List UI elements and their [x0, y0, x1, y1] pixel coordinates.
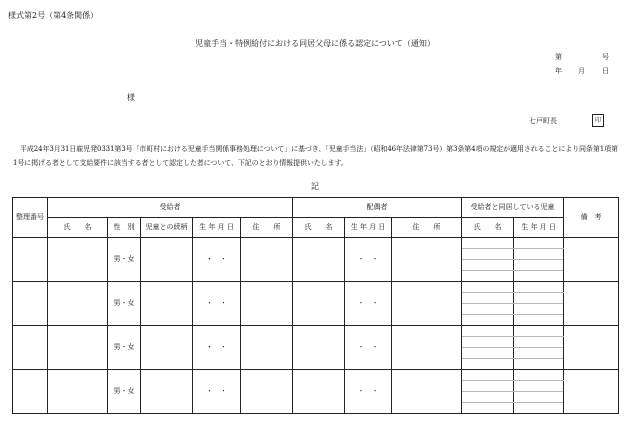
document-title: 児童手当・特例給付における同居父母に係る認定について（通知）	[195, 39, 435, 48]
cell-recipient-name[interactable]	[48, 370, 108, 414]
cell-child-name[interactable]	[462, 271, 514, 282]
header-recipient-relation: 児童との続柄	[141, 218, 193, 238]
cell-remarks[interactable]	[564, 282, 619, 326]
cell-serial-number[interactable]	[13, 282, 48, 326]
cell-child-name[interactable]	[462, 326, 514, 337]
header-child-name: 氏 名	[462, 218, 514, 238]
cell-child-dob[interactable]	[514, 282, 564, 293]
cell-child-name[interactable]	[462, 403, 514, 414]
header-spouse-dob: 生 年 月 日	[345, 218, 392, 238]
form-number-label: 様式第2号（第4条関係）	[8, 11, 99, 20]
header-recipient-name: 氏 名	[48, 218, 108, 238]
cell-child-name[interactable]	[462, 392, 514, 403]
cell-child-name[interactable]	[462, 359, 514, 370]
cell-recipient-name[interactable]	[48, 282, 108, 326]
cell-recipient-name[interactable]	[48, 326, 108, 370]
document-number-suffix: 号	[602, 53, 609, 61]
cell-recipient-dob[interactable]: ・ ・	[193, 238, 241, 282]
header-recipient-gender: 性 別	[108, 218, 141, 238]
cell-child-dob[interactable]	[514, 392, 564, 403]
cell-child-dob[interactable]	[514, 304, 564, 315]
cell-recipient-relation[interactable]	[141, 326, 193, 370]
addressee-suffix: 様	[127, 93, 135, 102]
cell-recipient-address[interactable]	[241, 238, 293, 282]
cell-spouse-address[interactable]	[392, 326, 462, 370]
table-row	[13, 282, 619, 293]
cell-spouse-name[interactable]	[293, 238, 345, 282]
cell-serial-number[interactable]	[13, 326, 48, 370]
cell-child-dob[interactable]	[514, 271, 564, 282]
cell-child-dob[interactable]	[514, 359, 564, 370]
cell-serial-number[interactable]	[13, 370, 48, 414]
table-row	[13, 326, 619, 337]
ki-heading: 記	[311, 182, 319, 191]
cell-child-dob[interactable]	[514, 315, 564, 326]
cell-child-name[interactable]	[462, 304, 514, 315]
header-children-group: 受給者と同居している児童	[462, 198, 564, 218]
header-serial-number: 整理番号	[13, 198, 48, 238]
cell-child-dob[interactable]	[514, 326, 564, 337]
cell-spouse-address[interactable]	[392, 370, 462, 414]
notice-body-paragraph: 平成24年3月31日雇児発0331第3号「市町村における児童手当関係事務処理について」に基づき、「児童手当法」（昭和46年法律第73号）第3条第4項の規定が適用されることにより同条第1項第1号に掲げる者として支給要件に該当する者として認定した者について、下記のとおり情報提供いたします。	[13, 145, 618, 167]
date-day-label: 日	[602, 67, 609, 75]
cell-child-name[interactable]	[462, 260, 514, 271]
cell-child-name[interactable]	[462, 348, 514, 359]
cell-spouse-dob[interactable]: ・ ・	[345, 238, 392, 282]
cell-remarks[interactable]	[564, 370, 619, 414]
document-number-prefix: 第	[555, 53, 562, 61]
cell-recipient-dob[interactable]: ・ ・	[193, 282, 241, 326]
certification-table	[12, 197, 619, 414]
cell-spouse-name[interactable]	[293, 326, 345, 370]
header-recipient-address: 住 所	[241, 218, 293, 238]
cell-child-name[interactable]	[462, 282, 514, 293]
sender-name: 七戸町長	[529, 117, 557, 125]
cell-spouse-address[interactable]	[392, 282, 462, 326]
table-row	[13, 238, 619, 249]
cell-child-dob[interactable]	[514, 249, 564, 260]
cell-child-dob[interactable]	[514, 370, 564, 381]
header-spouse-name: 氏 名	[293, 218, 345, 238]
cell-child-dob[interactable]	[514, 260, 564, 271]
cell-child-name[interactable]	[462, 249, 514, 260]
header-remarks: 備 考	[564, 198, 619, 238]
cell-child-name[interactable]	[462, 315, 514, 326]
cell-child-dob[interactable]	[514, 381, 564, 392]
seal-mark: 印	[592, 114, 604, 127]
cell-recipient-address[interactable]	[241, 282, 293, 326]
header-child-dob: 生 年 月 日	[514, 218, 564, 238]
cell-child-dob[interactable]	[514, 293, 564, 304]
cell-recipient-gender[interactable]: 男・女	[108, 370, 141, 414]
cell-recipient-gender[interactable]: 男・女	[108, 238, 141, 282]
cell-recipient-gender[interactable]: 男・女	[108, 326, 141, 370]
cell-spouse-name[interactable]	[293, 282, 345, 326]
cell-recipient-relation[interactable]	[141, 238, 193, 282]
cell-recipient-name[interactable]	[48, 238, 108, 282]
cell-spouse-dob[interactable]: ・ ・	[345, 326, 392, 370]
cell-recipient-relation[interactable]	[141, 282, 193, 326]
header-recipient-group: 受給者	[48, 198, 293, 218]
cell-child-name[interactable]	[462, 293, 514, 304]
cell-remarks[interactable]	[564, 326, 619, 370]
cell-child-name[interactable]	[462, 370, 514, 381]
cell-remarks[interactable]	[564, 238, 619, 282]
cell-child-dob[interactable]	[514, 348, 564, 359]
cell-recipient-address[interactable]	[241, 326, 293, 370]
date-year-label: 年	[555, 67, 562, 75]
cell-child-name[interactable]	[462, 337, 514, 348]
cell-child-dob[interactable]	[514, 238, 564, 249]
cell-recipient-dob[interactable]: ・ ・	[193, 370, 241, 414]
date-month-label: 月	[578, 67, 585, 75]
cell-spouse-name[interactable]	[293, 370, 345, 414]
header-recipient-dob: 生 年 月 日	[193, 218, 241, 238]
cell-recipient-dob[interactable]: ・ ・	[193, 326, 241, 370]
cell-recipient-gender[interactable]: 男・女	[108, 282, 141, 326]
cell-serial-number[interactable]	[13, 238, 48, 282]
cell-recipient-relation[interactable]	[141, 370, 193, 414]
header-spouse-group: 配偶者	[293, 198, 462, 218]
cell-recipient-address[interactable]	[241, 370, 293, 414]
cell-spouse-dob[interactable]: ・ ・	[345, 282, 392, 326]
cell-child-dob[interactable]	[514, 403, 564, 414]
cell-spouse-address[interactable]	[392, 238, 462, 282]
cell-child-dob[interactable]	[514, 337, 564, 348]
table-row	[13, 370, 619, 381]
cell-child-name[interactable]	[462, 381, 514, 392]
cell-spouse-dob[interactable]: ・ ・	[345, 370, 392, 414]
cell-child-name[interactable]	[462, 238, 514, 249]
header-spouse-address: 住 所	[392, 218, 462, 238]
